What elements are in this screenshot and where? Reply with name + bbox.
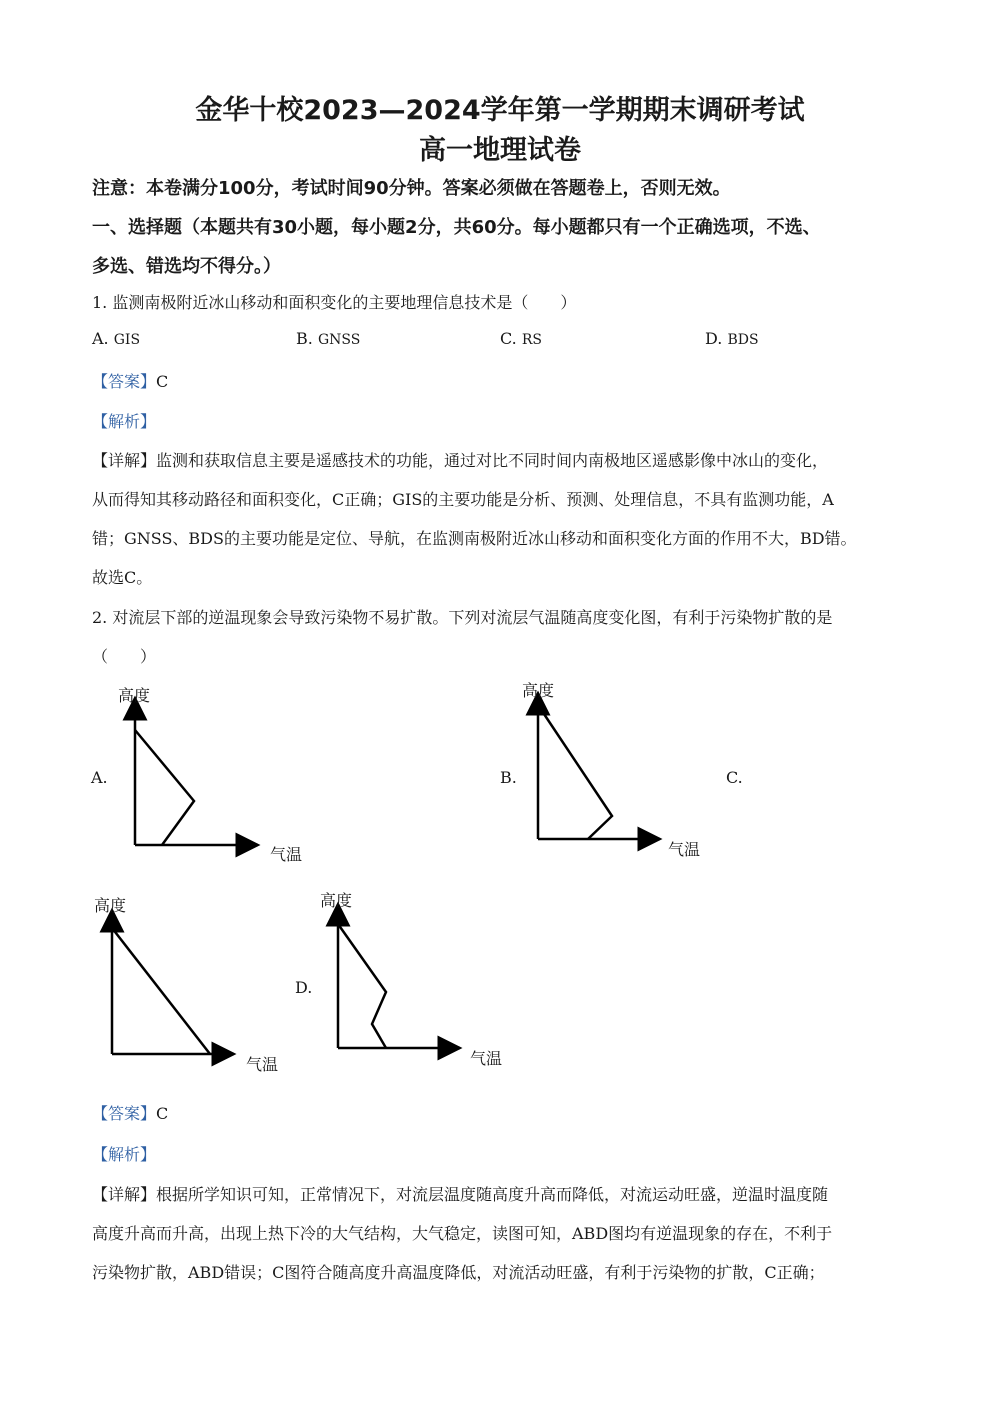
q2-detail-line3: 污染物扩散，ABD错误；C图符合随高度升高温度降低，对流活动旺盛，有利于污染物的扩散，C正确； <box>92 1263 825 1282</box>
option-letter: A. <box>92 329 109 348</box>
option-text: GIS <box>113 332 141 348</box>
q2-graph-a <box>100 680 320 870</box>
exam-subtitle: 高一地理试卷 <box>419 135 581 166</box>
q1-detail-line3: 错；GNSS、BDS的主要功能是定位、导航，在监测南极附近冰山移动和面积变化方面的作用不大，BD错。 <box>92 529 857 548</box>
q2-graph-d <box>300 886 520 1076</box>
answer-value: C <box>156 372 169 391</box>
q1-detail-line2: 从而得知其移动路径和面积变化，C正确；GIS的主要功能是分析、预测、处理信息，不具有监测功能，A <box>92 490 834 509</box>
x-axis-label: 气温 <box>246 1055 279 1074</box>
temperature-profile-line <box>135 730 194 845</box>
q2-graph-b <box>500 675 720 865</box>
answer-tag: 【答案】 <box>92 1104 157 1123</box>
q1-analysis-tag: 【解析】 <box>92 412 157 431</box>
temperature-profile-line <box>112 928 210 1054</box>
q2-graph-label-d: D. <box>295 978 313 997</box>
section-heading-line2: 多选、错选均不得分。） <box>92 256 281 277</box>
x-axis-label: 气温 <box>270 845 303 864</box>
q1-option-b <box>296 329 360 348</box>
option-text: RS <box>521 332 542 348</box>
q1-detail-line1 <box>92 448 828 471</box>
q1-option-a <box>92 329 140 348</box>
q2-answer <box>92 1101 168 1124</box>
temperature-profile-line <box>538 705 612 839</box>
section-heading-line1: 一、选择题（本题共有30小题，每小题2分，共60分。每小题都只有一个正确选项，不选、 <box>92 217 821 238</box>
option-letter: B. <box>296 329 313 348</box>
exam-title: 金华十校2023—2024学年第一学期期末调研考试 <box>195 95 805 126</box>
detail-text: 监测和获取信息主要是遥感技术的功能，通过对比不同时间内南极地区遥感影像中冰山的变化， <box>156 451 829 470</box>
option-text: BDS <box>727 332 759 348</box>
q1-option-d <box>705 329 759 348</box>
q1-answer <box>92 369 168 392</box>
x-axis-label: 气温 <box>470 1049 503 1068</box>
y-axis-label: 高度 <box>94 896 127 915</box>
detail-tag: 【详解】 <box>92 1185 157 1204</box>
y-axis-label: 高度 <box>522 681 555 700</box>
q2-graph-label-a: A. <box>91 768 108 787</box>
q2-detail-line2: 高度升高而升高，出现上热下冷的大气结构，大气稳定，读图可知，ABD图均有逆温现象的存在，不利于 <box>92 1224 833 1243</box>
option-text: GNSS <box>317 332 361 348</box>
answer-tag: 【答案】 <box>92 372 157 391</box>
q1-option-c <box>500 329 542 348</box>
detail-tag: 【详解】 <box>92 451 157 470</box>
answer-value: C <box>156 1104 169 1123</box>
q2-stem-line1: 2. 对流层下部的逆温现象会导致污染物不易扩散。下列对流层气温随高度变化图，有利于污染物扩散的是 <box>92 608 833 627</box>
q1-stem: 1. 监测南极附近冰山移动和面积变化的主要地理信息技术是（ ） <box>92 293 577 312</box>
option-letter: D. <box>705 329 723 348</box>
temperature-profile-line <box>338 924 386 1048</box>
q2-graph-label-c: C. <box>726 768 743 787</box>
exam-notice: 注意：本卷满分100分，考试时间90分钟。答案必须做在答题卷上，否则无效。 <box>92 178 731 199</box>
q2-stem-line2: （ ） <box>92 647 157 666</box>
q1-detail-line4: 故选C。 <box>92 568 153 587</box>
option-letter: C. <box>500 329 517 348</box>
detail-text: 根据所学知识可知，正常情况下，对流层温度随高度升高而降低，对流运动旺盛，逆温时温度随 <box>156 1185 829 1204</box>
q2-graph-label-b: B. <box>500 768 517 787</box>
q2-detail-line1 <box>92 1182 828 1205</box>
q2-analysis-tag: 【解析】 <box>92 1145 157 1164</box>
y-axis-label: 高度 <box>320 891 353 910</box>
x-axis-label: 气温 <box>668 840 701 859</box>
q2-graph-c <box>80 892 300 1082</box>
y-axis-label: 高度 <box>118 686 151 705</box>
